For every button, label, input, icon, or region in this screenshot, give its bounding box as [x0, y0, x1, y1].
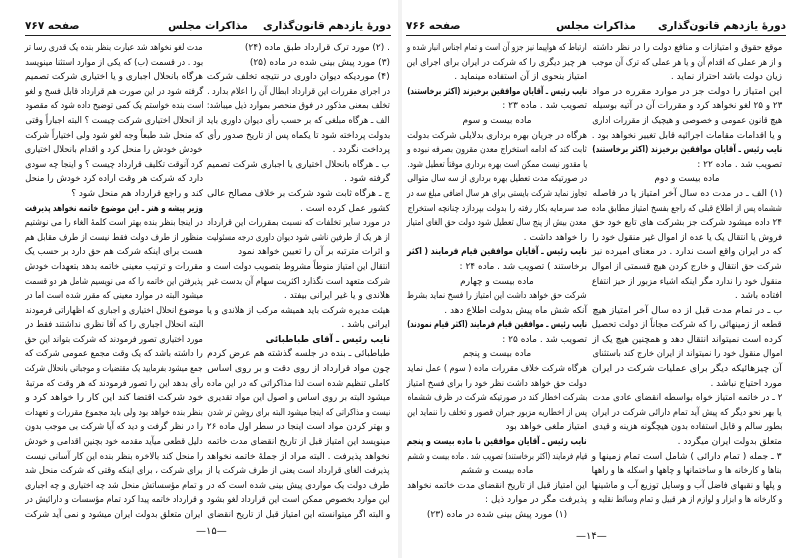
text-line	[207, 70, 390, 85]
text-line	[25, 187, 203, 202]
text-line	[407, 304, 587, 319]
speaker-line	[25, 202, 203, 217]
line-text: امتیاز ملغی خواهد بود	[505, 422, 587, 433]
line-text: بنظر بنده خواهد بود ولی باید مجموع مقررات و تعهدات	[25, 407, 203, 418]
text-line	[207, 377, 390, 392]
line-text: این موارد بخصوص ممکن است این قرارداد لغو بشود	[207, 495, 390, 506]
text-line	[592, 56, 782, 71]
line-text: آنکه شش ماه پیش بدولت اطلاع دهد .	[444, 305, 587, 316]
text-line	[25, 172, 203, 187]
text-line	[207, 158, 390, 173]
text-line	[207, 508, 390, 523]
text-line	[592, 479, 782, 494]
line-text: دولت حق خواهد داشت نظر خود را برای فسخ امتیاز	[407, 378, 587, 389]
line-text: پذیرفت مگر در موارد ذیل :	[485, 495, 587, 506]
speaker-line	[407, 85, 587, 100]
line-text: فروش یا انتقال یک یا عده از اموال غیر منقول خود را	[592, 232, 782, 243]
page-766	[400, 0, 800, 558]
line-text: ماده بیست و دوم	[654, 174, 720, 185]
text-line	[207, 231, 390, 246]
line-text: انتقال این امتیاز منوطاً مشروط بتصویب دولت است و	[207, 261, 390, 272]
text-line	[25, 99, 203, 114]
line-text: هر چیز دیگری را که شرکت در ایران برای اجرای این	[407, 57, 587, 68]
line-text: کرد آنوقت تکلیف قرارداد چیست ؟ و اینجا چه سودی	[25, 159, 203, 170]
line-text: (۱) الف ـ در مدت ده سال آخر امتیاز یا در فاصله	[592, 188, 782, 199]
text-column-left	[25, 41, 203, 523]
text-line	[25, 85, 203, 100]
line-text: این امتیاز را دولت جز در موارد مقرره در مواد	[592, 86, 782, 97]
line-text: در صورتیکه مدت تعطیل بهره برداری از سه سال متوالی	[407, 174, 587, 185]
line-text: و قرارداد خاتمه پیدا کرد تمام مؤسسات و دارائیش در	[25, 495, 203, 506]
line-text: تخلف بمعنی مذکور در فوق منحصر بموارد ذیل میباشد:	[207, 101, 390, 112]
line-text: قطعه از زمینهائی را که شرکت مجاناً از دولت تحصیل	[592, 320, 782, 331]
line-text: ایرانی باشد .	[341, 320, 390, 331]
line-text: پذیرفتن این خاتمه را که می نویسیم شامل هر دو قسمت	[25, 276, 203, 287]
text-line	[407, 450, 587, 465]
text-line	[25, 216, 203, 231]
text-line	[25, 347, 203, 362]
article-heading	[407, 508, 587, 523]
line-text: و از هر عملی که اقدام آن و یا هر عملی که ترک آن موجب	[592, 57, 782, 68]
text-line	[592, 114, 782, 129]
text-line	[407, 70, 587, 85]
text-line	[25, 450, 203, 465]
line-text: موضوع انحلال اختیاری و اجباری که اظهاراتی فرمودند	[25, 305, 203, 316]
header-session-title: دورهٔ یازدهم قانون‌گذاری	[262, 20, 391, 32]
text-line	[207, 362, 390, 377]
line-text: چون مواد قرارداد از روی دقت و بر روی اساس	[207, 364, 390, 375]
text-line	[207, 245, 390, 260]
line-text: زیان دولت باشد احتراز نماید .	[670, 72, 782, 83]
line-text: یا بهر نحو دیگر که پیش آید تمام دارائی شرکت در ایران	[592, 407, 782, 418]
line-text: . (۲) مورد ترک قرارداد طبق ماده (۲۴)	[244, 43, 390, 53]
text-line	[207, 260, 390, 275]
line-text: کند و راجع قرارداد هم منحل شود ؟	[71, 188, 203, 199]
text-line	[592, 304, 782, 319]
text-line	[407, 493, 587, 508]
line-text: نایب رئیس ـ آقایان موافقین برخیزند (اکثر برخاستند)	[592, 145, 782, 156]
text-line	[207, 187, 390, 202]
text-line	[592, 391, 782, 406]
text-line	[407, 420, 587, 435]
text-line	[407, 362, 587, 377]
line-text: هلاندی و یا غیر ایرانی بیفتد .	[283, 291, 390, 302]
text-line	[407, 99, 587, 114]
line-text: شرکت متعهد است نگذارد اکثریت سهام آن بدست غیر	[207, 276, 390, 287]
text-line	[592, 245, 782, 260]
line-text: بود . در قسمت (ب) که یکی از موارد استثنا مینویسد	[25, 57, 203, 68]
line-text: اموال منقول خود را نمیتواند از ایران خارج کند باستثنای	[592, 349, 782, 360]
text-line	[592, 450, 782, 465]
text-line	[592, 99, 782, 114]
line-text: مورد احتیاج نباشد .	[710, 378, 782, 389]
header-page-number: صفحه ۷۶۶	[406, 20, 461, 32]
line-text: منقول خود را ندارد مگر اینکه اشیاء مزبور از حیز انتفاع	[592, 276, 782, 287]
line-text: ششماه پس از اطلاع قبلی که راجع بفسخ امتیاز مطابق ماده	[592, 203, 782, 214]
line-text: (۳) مورد پیش بینی شده در ماده (۲۵)	[249, 57, 390, 68]
line-text: و پلها و نقبهای فاضل آب و وسایل توزیع آب و ماشینها	[592, 480, 782, 491]
line-text: گرفته شود .	[344, 174, 390, 185]
text-line	[407, 202, 587, 217]
text-line	[25, 508, 203, 523]
line-text: خودش خودش را منحل کرد و اقدام بانحلال اختیاری	[25, 145, 203, 156]
line-text: میشود البته بر روی اساس و اصول این مواد تقدیری	[207, 393, 390, 404]
text-line	[407, 479, 587, 494]
line-text: بناها و کارخانه ها و ساختمانها و چاهها و اسکله ها و راهها	[592, 466, 782, 477]
text-line	[592, 41, 782, 56]
article-heading	[592, 172, 782, 187]
text-line	[407, 41, 587, 56]
text-line	[592, 158, 782, 173]
line-text: جمع میشود بفرمایید یک مقتضیات و موجباتی بانحلال شرکت	[25, 364, 203, 375]
line-text: ماده بیست و پنجم	[462, 349, 532, 360]
text-line	[407, 260, 587, 275]
text-line	[407, 377, 587, 392]
text-line	[207, 464, 390, 479]
line-text: و تمام مؤسساتش منحل شد چه اختیاری و چه اجباری	[25, 480, 203, 491]
line-text: ارتباط که هواپیما نیز جزو آن است و تمام اجناس انبار شده و	[407, 43, 587, 53]
text-line	[407, 333, 587, 348]
line-text: یا مقدور نیست ممکن است بهره برداری موقتاً تعطیل شود.	[407, 159, 587, 170]
line-text: ایران متعلق بدولت ایران میشود و نمی آید شرکت	[25, 510, 203, 520]
line-text: نایب رئیس ـ آقایان موافقین قیام فرمایند ( اکثر	[407, 247, 587, 258]
line-text: طباطبائی ـ بنده در جلسه گذشته هم عرض کردم	[207, 349, 390, 360]
text-line	[25, 420, 203, 435]
line-text: را منحل کند بالاخره بنظر بنده این کار آسانی نیست	[25, 451, 203, 462]
text-column-right	[592, 41, 782, 508]
text-line	[592, 289, 782, 304]
text-line	[407, 391, 587, 406]
text-line	[25, 289, 203, 304]
text-line	[25, 377, 203, 392]
text-line	[25, 70, 203, 85]
text-line	[25, 143, 203, 158]
line-text: شرکت حق انتقال و خارج کردن هیچ قسمتی از اموال	[592, 261, 782, 272]
line-text: ثابت کند که ادامه استخراج معدن مقرون بصرفه نبوده و	[407, 145, 587, 156]
text-line	[592, 420, 782, 435]
article-heading	[407, 464, 587, 479]
text-line	[25, 493, 203, 508]
line-text: افتاده باشد .	[734, 291, 782, 302]
text-line	[592, 260, 782, 275]
speaker-line	[592, 143, 782, 158]
text-line	[25, 260, 203, 275]
text-line	[207, 143, 390, 158]
text-line	[25, 406, 203, 421]
line-text: ۳ ـ جمله ( تمام دارائی ) شامل است تمام زمینها و	[592, 451, 782, 462]
text-line	[207, 216, 390, 231]
line-text: تصویب شد . ماده ۲۳ :	[502, 101, 587, 112]
line-text: نخواهد پذیرفت . البته مراد از جملهٔ خاتمه نخواهد	[207, 451, 390, 462]
text-line	[25, 231, 203, 246]
line-text: گرفته شود در این صورت هم قرارداد قابل فسخ و لغو	[25, 86, 203, 97]
text-line	[407, 143, 587, 158]
text-line	[25, 304, 203, 319]
line-text: برای شرکت ، برای اینکه وقتی که شرکت منحل شد	[25, 466, 203, 477]
line-text: و بهتر کردن مواد است اینجا در سطر اول ماده ۲۶	[207, 422, 390, 433]
footer-page-number: —۱۵—	[196, 526, 227, 537]
text-line	[592, 202, 782, 217]
line-text: نایب رئیس ـ آقایان موافقین برخیزند (اکثر برخاستند)	[407, 86, 587, 97]
line-text: ۲ ـ در خاتمه امتیاز خواه بواسطه انقضای عادی مدت	[592, 393, 782, 404]
line-text: ج ـ هرگاه ثابت شود شرکت بر خلاف مصالح عالی	[207, 188, 390, 199]
text-line	[207, 172, 390, 187]
line-text: تصویب شد . ماده ۲۲ :	[697, 159, 782, 170]
line-text: موقع حقوق و امتیازات و منافع دولت را در نظر داشته	[592, 43, 782, 53]
text-line	[207, 493, 390, 508]
line-text: هرگاه در جریان بهره برداری بدلایلی شرکت بدولت	[407, 130, 587, 141]
line-text: در اینجا بنظر بنده بهتر است کلمهٔ الغاء را می نوشتیم	[25, 218, 203, 229]
text-line	[592, 231, 782, 246]
line-text: و یا اقدامات مقامات اجرائیه قابل تغییر نخواهد بود .	[592, 130, 782, 141]
header-page-number: صفحه ۷۶۷	[25, 20, 80, 32]
line-text: متعلق بدولت ایران میگردد .	[677, 437, 782, 448]
line-text: منظور از طرف دولت فقط نیست از طرف مقابل هم	[25, 232, 203, 243]
line-text: را داشته باشد که یک وقت مجمع عمومی شرکت که	[25, 349, 203, 360]
article-heading	[407, 275, 587, 290]
text-line	[207, 114, 390, 129]
text-line	[207, 347, 390, 362]
line-text: کرده است نمیتواند انتقال دهد و همچنین هیچ یک از	[592, 334, 782, 345]
line-text: تصویب شد . ماده ۲۵ :	[502, 334, 587, 345]
line-text: الف ـ هرگاه مبلغی که بر حسب رأی دیوان داوری باید	[207, 115, 390, 126]
text-line	[207, 304, 390, 319]
text-line	[407, 289, 587, 304]
speaker-line	[407, 318, 587, 333]
line-text: کشور عمل کرده است .	[300, 203, 390, 214]
line-text: را در نظر گرفت و دید که آیا شرکت بی موجب بدون	[25, 422, 203, 433]
line-text: دلیل قطعی میآید مقدمه خود بچنین اقدامی و خودش	[25, 437, 203, 448]
running-header	[406, 19, 786, 36]
line-text: (۱) مورد پیش بینی شده در ماده (۲۳)	[426, 510, 568, 520]
text-line	[592, 70, 782, 85]
text-line	[25, 245, 203, 260]
line-text: پذیرفت الغای قرارداد است یعنی از طرف شرکت یا از	[207, 466, 390, 477]
text-line	[25, 391, 203, 406]
line-text: نایب رئیس ـ موافقین قیام فرمایند (اکثر قیام نمودند)	[407, 320, 587, 331]
header-session-title: دورهٔ یازدهم قانون‌گذاری	[657, 20, 786, 32]
line-text: نایب رئیس ـ آقای طباطبائی	[265, 334, 390, 345]
line-text: دارد که شرکت هر وقت اراده کرد خودش را منحل	[25, 174, 203, 185]
line-text: کاملی تنظیم شده است لذا مذاکراتی که در این ماده	[207, 378, 390, 389]
line-text: ماده بیست و سوم	[462, 115, 532, 126]
line-text: در مورد سایر تخلفات که نسبت بمقررات این قرارداد	[207, 218, 390, 229]
line-text: هرگاه بانحلال اجباری و یا اختیاری شرکت تصمیم	[25, 72, 203, 83]
line-text: میشود البته در موارد معینی که مقرر شده است اما در	[25, 291, 203, 302]
line-text: معدن بیش از پنج سال تعطیل شود دولت حق الغای امتیاز	[407, 218, 587, 229]
line-text: (۴) موردیکه دیوان داوری در نتیجه تخلف شرکت	[207, 72, 390, 83]
text-line	[407, 129, 587, 144]
line-text: مورد اختیاری تصور فرمودند که شرکت بتواند این حق	[25, 334, 203, 345]
text-line	[207, 56, 390, 71]
line-text: تجاوز نماید شرکت بایستی برای هر سال اضافی مبلغ سه در	[407, 188, 587, 199]
line-text: این امتیاز قبل از تاریخ انقضای مدت خاتمه نخواهد	[407, 480, 587, 491]
text-line	[592, 435, 782, 450]
text-line	[592, 216, 782, 231]
text-line	[407, 406, 587, 421]
text-line	[25, 318, 203, 333]
article-heading	[407, 114, 587, 129]
line-text: پرداخت نگردد .	[332, 145, 390, 156]
line-text: هرگاه شرکت خلاف مقررات ماده ( سوم ) عمل نماید	[407, 364, 587, 375]
line-text: خود شرکت اقتضا کند این کار را خواهد کرد و	[25, 393, 203, 404]
line-text: بشرکت اخطار کند در صورتیکه شرکت در ظرف ششماه	[407, 393, 587, 404]
footer-page-number: —۱۴—	[576, 531, 607, 542]
running-header	[25, 19, 391, 36]
line-text: قیام فرمایند (اکثر برخاستند) تصویب شد . ماده بیست و ششم	[407, 451, 587, 462]
header-publication-title: مذاکرات مجلس	[556, 20, 636, 32]
text-line	[407, 231, 587, 246]
line-text: ب ـ هرگاه بانحلال اختیاری یا اجباری شرکت تصمیم	[207, 159, 390, 170]
line-text: بطور سالم و قابل استفاده بدون هیچگونه هزینه و قیدی	[592, 422, 782, 433]
line-text: است بنده خواستم یک کمی توضیح داده شود که مقصود	[25, 101, 203, 112]
line-text: از انحلال اختیاری شرکت چیست ؟ البته اجباراً وقتی	[25, 115, 203, 126]
line-text: هست برای اینکه شرکت هم حق دارد بر حسب یک	[25, 247, 203, 258]
text-line	[25, 158, 203, 173]
speaker-line	[407, 245, 587, 260]
text-line	[207, 435, 390, 450]
text-line	[407, 172, 587, 187]
line-text: وزیر پیشه و هنر ـ این موضوع خاتمه نخواهد پذیرفت	[25, 203, 203, 214]
text-line	[25, 114, 203, 129]
line-text: نایب رئیس ـ آقایان موافقین با ماده بیست و پنجم	[407, 437, 587, 448]
text-line	[592, 377, 782, 392]
text-line	[25, 435, 203, 450]
line-text: امتیاز بنحوی از آن استفاده مینماید .	[454, 72, 587, 83]
text-line	[25, 275, 203, 290]
line-text: که منحل شد طبعاً وجه لغو شود ولی اختیاراً شرکت	[25, 130, 203, 141]
line-text: طرف دولت یک مواردی پیش بینی شده است که در	[207, 480, 390, 491]
text-line	[25, 333, 203, 348]
line-text: ماده بیست و ششم	[460, 466, 534, 477]
line-text: مدت لغو نخواهد شد عبارت بنظر بنده یک قدری رسا تر	[25, 43, 203, 53]
text-line	[592, 464, 782, 479]
text-line	[407, 216, 587, 231]
text-line	[207, 99, 390, 114]
line-text: و البته اگر میتوانسته این امتیاز قبل از تاریخ انقضای	[207, 510, 390, 520]
line-text: هیچ قانون عمومی و خصوصی و هیچیک از مقررات اداری	[592, 115, 782, 126]
speaker-line	[407, 435, 587, 450]
text-line	[592, 187, 782, 202]
text-line	[25, 56, 203, 71]
line-text: ماده بیست و چهارم	[460, 276, 534, 287]
line-text: مینویسد این امتیاز قبل از تاریخ انقضای مدت خاتمه	[207, 437, 390, 448]
text-line	[25, 464, 203, 479]
line-text: هیئت مدیره شرکت باید همیشه مرکب از هلاندی و یا	[207, 305, 390, 316]
line-text: که در ایران واقع است ندارد . در معنای امیرده نیز	[592, 247, 782, 258]
header-publication-title: مذاکرات مجلس	[168, 20, 248, 32]
text-column-left	[407, 41, 587, 523]
text-line	[407, 158, 587, 173]
text-line	[25, 41, 203, 56]
text-line	[407, 56, 587, 71]
line-text: بدولت پرداخته شود تا یکماه پس از تاریخ صدور رأی	[207, 130, 390, 141]
text-line	[207, 289, 390, 304]
line-text: و کارخانه ها و ابزار و لوازم از هر قبیل و تمام وسائط نقلیه و	[592, 495, 782, 506]
line-text: در اجرای مقررات این قرارداد ابطال آن را اعلام بدارد .	[207, 86, 390, 97]
line-text: برخاستند ) تصویب شد . ماده ۲۴ :	[459, 261, 587, 272]
speaker-line	[207, 333, 390, 348]
line-text: مقررات و ترتیب معینی خاتمه بدهد بتعهدات خودش	[25, 261, 203, 272]
line-text: رأی بدهد این را تصور فرمودند که هر وقت که مرتبهٔ	[25, 378, 203, 389]
text-line	[592, 406, 782, 421]
text-line	[592, 85, 782, 100]
line-text: و اثرات مترتبه بر آن را تعیین خواهد نمود	[238, 247, 390, 258]
text-line	[592, 129, 782, 144]
text-line	[207, 275, 390, 290]
text-line	[207, 420, 390, 435]
line-text: را خواهد داشت .	[523, 232, 587, 243]
text-line	[207, 479, 390, 494]
text-line	[592, 333, 782, 348]
text-line	[592, 347, 782, 362]
text-line	[207, 129, 390, 144]
line-text: ۲۳ و ۲۵ لغو نخواهد کرد و مقررات آن در آتیه بوسیله	[592, 101, 782, 112]
text-line	[407, 187, 587, 202]
line-text: شرکت حق خواهد داشت این امتیاز را فسخ نماید بشرط	[407, 291, 587, 302]
line-text: ۲۴ داده میشود شرکت جز بشرکت های تابع خود حق	[592, 218, 782, 229]
line-text: ب ـ در تمام مدت قبل از ده سال آخر امتیاز هیچ	[592, 305, 782, 316]
text-line	[592, 362, 782, 377]
article-heading	[407, 347, 587, 362]
line-text: از هر یک از طرفین ناشی شود دیوان داوری درجه مسئولیت	[207, 232, 390, 243]
text-line	[592, 318, 782, 333]
line-text: نیست و مذاکراتی که اینجا میشود البته برای روشن تر شدن	[207, 407, 390, 418]
text-line	[207, 202, 390, 217]
text-line	[25, 479, 203, 494]
text-line	[207, 406, 390, 421]
line-text: آن چیزهائیکه دیگر برای عملیات شرکت در ایران	[592, 364, 782, 375]
text-line	[592, 493, 782, 508]
text-line	[207, 391, 390, 406]
text-line	[25, 362, 203, 377]
line-text: پس از اخطاریه مزبور جبران قصور و تخلف را ننماید این	[407, 407, 587, 418]
text-line	[25, 129, 203, 144]
text-line	[592, 275, 782, 290]
line-text: صد سرمایه بکار رفته را بدولت بپردازد چنانچه استخراج	[407, 203, 587, 214]
line-text: البته انحلال اجباری را که آقا نظری نداشتند فقط در	[25, 320, 203, 331]
